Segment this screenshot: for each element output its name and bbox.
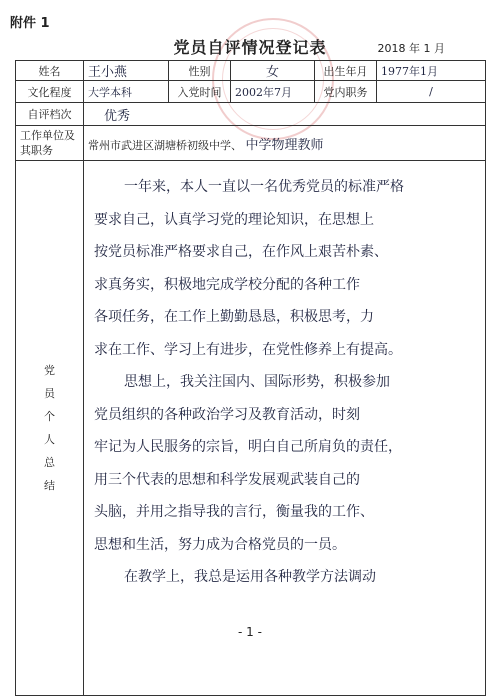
gender-label: 性别 xyxy=(169,61,231,81)
summary-line: 用三个代表的思想和科学发展观武装自己的 xyxy=(94,471,360,488)
summary-line: 求真务实，积极地完成学校分配的各种工作 xyxy=(94,276,360,293)
page-number: - 1 - xyxy=(238,625,262,639)
self-rating-value[interactable]: 优秀 xyxy=(84,103,486,126)
summary-line: 按党员标准严格要求自己，在作风上艰苦朴素、 xyxy=(94,244,388,260)
summary-line: 各项任务，在工作上勤勤恳恳，积极思考，力 xyxy=(94,309,374,325)
summary-line: 思想上，我关注国内、国际形势，积极参加 xyxy=(124,374,390,390)
join-date-label: 入党时间 xyxy=(169,81,231,103)
workplace-cell xyxy=(84,126,486,161)
education-value[interactable]: 大学本科 xyxy=(84,81,169,103)
summary-line: 在教学上，我总是运用各种教学方法调动 xyxy=(124,569,376,585)
attachment-label: 附件 1 xyxy=(10,16,50,31)
workplace-label: 工作单位及其职务 xyxy=(16,126,84,161)
registration-form-table xyxy=(15,60,486,696)
form-date: 2018 年 1 月 xyxy=(377,42,445,55)
form-row-summary xyxy=(16,161,486,696)
summary-line: 求在工作、学习上有进步，在党性修养上有提高。 xyxy=(94,341,402,358)
summary-label: 党员个人总结 xyxy=(44,364,55,492)
workplace-value[interactable]: 常州市武进区湖塘桥初级中学、 xyxy=(88,138,242,152)
position-value[interactable]: 中学物理教师 xyxy=(245,137,324,153)
summary-line: 一年来，本人一直以一名优秀党员的标准严格 xyxy=(124,179,404,195)
summary-line: 牢记为人民服务的宗旨，明白自己所肩负的责任， xyxy=(94,439,402,455)
summary-label-cell xyxy=(16,161,84,696)
education-label: 文化程度 xyxy=(16,81,84,103)
summary-body[interactable] xyxy=(84,161,486,696)
party-post-label: 党内职务 xyxy=(315,81,377,103)
gender-value[interactable]: 女 xyxy=(231,61,315,81)
summary-line: 党员组织的各种政治学习及教育活动，时刻 xyxy=(94,406,360,423)
birth-value[interactable]: 1977年1月 xyxy=(377,61,486,81)
name-value[interactable]: 王小燕 xyxy=(84,61,169,81)
form-title: 党员自评情况登记表 xyxy=(173,38,327,57)
summary-line: 思想和生活，努力成为合格党员的一员。 xyxy=(94,536,346,553)
party-post-value[interactable]: / xyxy=(377,81,486,103)
form-row-name xyxy=(16,61,486,81)
form-row-workplace xyxy=(16,126,486,161)
form-row-self-rating xyxy=(16,103,486,126)
form-row-education xyxy=(16,81,486,103)
join-date-value[interactable]: 2002年7月 xyxy=(231,81,315,103)
summary-line: 头脑，并用之指导我的言行，衡量我的工作、 xyxy=(94,504,374,520)
summary-line: 要求自己，认真学习党的理论知识，在思想上 xyxy=(94,211,374,228)
birth-label: 出生年月 xyxy=(315,61,377,81)
name-label: 姓名 xyxy=(16,61,84,81)
self-rating-label: 自评档次 xyxy=(16,103,84,126)
